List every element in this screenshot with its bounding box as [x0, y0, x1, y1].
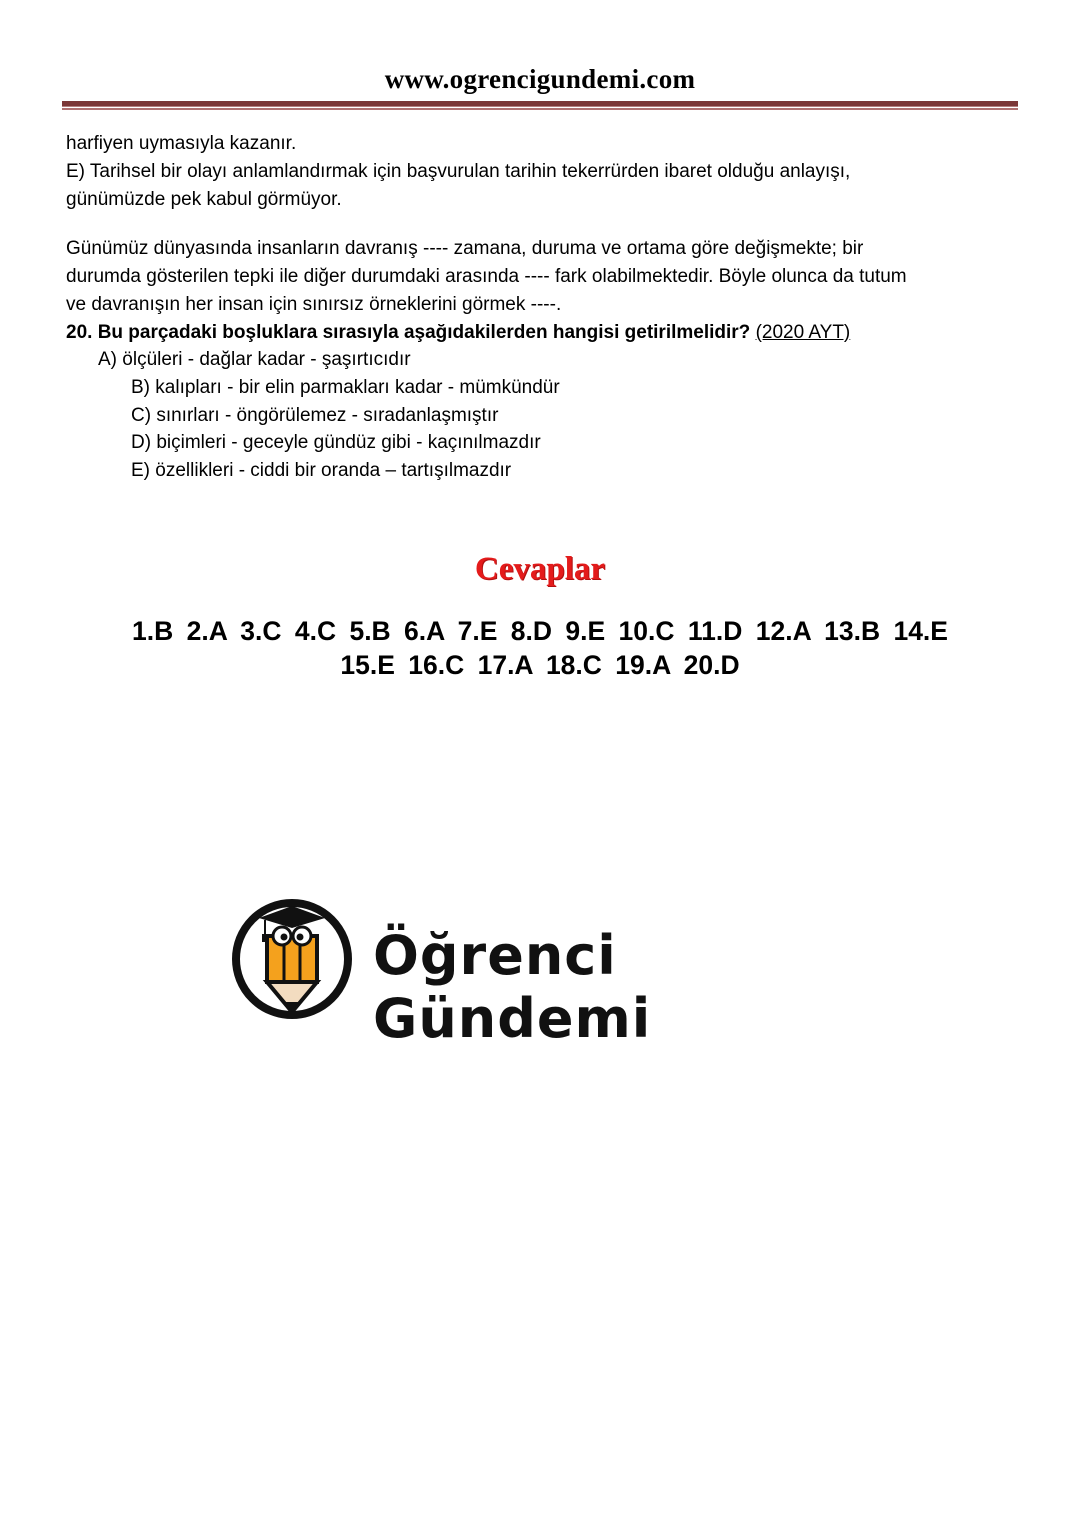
passage-line: durumda gösterilen tepki ile diğer durumdaki arasında ---- fark olabilmektedir. Böyle olunca da tutum	[66, 266, 907, 287]
passage-line: ve davranışın her insan için sınırsız örneklerini görmek ----.	[66, 294, 562, 315]
question-text: 20. Bu parçadaki boşluklara sırasıyla aşağıdakilerden hangisi getirilmelidir?	[66, 322, 751, 343]
option-a: A) ölçüleri - dağlar kadar - şaşırtıcıdır	[98, 349, 411, 370]
answer-options	[98, 346, 560, 485]
question-stem	[66, 319, 1006, 347]
text-line: harfiyen uymasıyla kazanır.	[66, 133, 297, 154]
site-url: www.ogrencigundemi.com	[384, 64, 696, 94]
answers-heading: Cevaplar	[474, 551, 606, 587]
option-b: B) kalıpları - bir elin parmakları kadar - mümkündür	[131, 376, 560, 398]
text-line: günümüzde pek kabul görmüyor.	[66, 189, 342, 210]
passage	[66, 235, 1006, 347]
answer-key-row: 1.B 2.A 3.C 4.C 5.B 6.A 7.E 8.D 9.E 10.C 11.D 12.A 13.B 14.E	[132, 616, 948, 646]
answer-key	[0, 614, 1080, 682]
option-c: C) sınırları - öngörülemez - sıradanlaşmıştır	[131, 404, 499, 426]
brand-name: Öğrenci Gündemi	[373, 924, 652, 1050]
option-e: E) özellikleri - ciddi bir oranda – tartışılmazdır	[131, 460, 512, 482]
option-d: D) biçimleri - geceyle gündüz gibi - kaçınılmazdır	[131, 432, 541, 454]
previous-question-tail	[66, 130, 1006, 214]
header-divider	[62, 101, 1018, 107]
text-line: E) Tarihsel bir olayı anlamlandırmak için başvurulan tarihin tekerrürden ibaret olduğu anlayışı,	[66, 161, 851, 182]
question-source: (2020 AYT)	[755, 322, 851, 343]
answer-key-row: 15.E 16.C 17.A 18.C 19.A 20.D	[340, 650, 740, 680]
brand-logo	[229, 896, 849, 1050]
passage-line: Günümüz dünyasında insanların davranış ---- zamana, duruma ve ortama göre değişmekte; bir	[66, 238, 864, 259]
pencil-mascot-icon	[229, 896, 359, 1022]
